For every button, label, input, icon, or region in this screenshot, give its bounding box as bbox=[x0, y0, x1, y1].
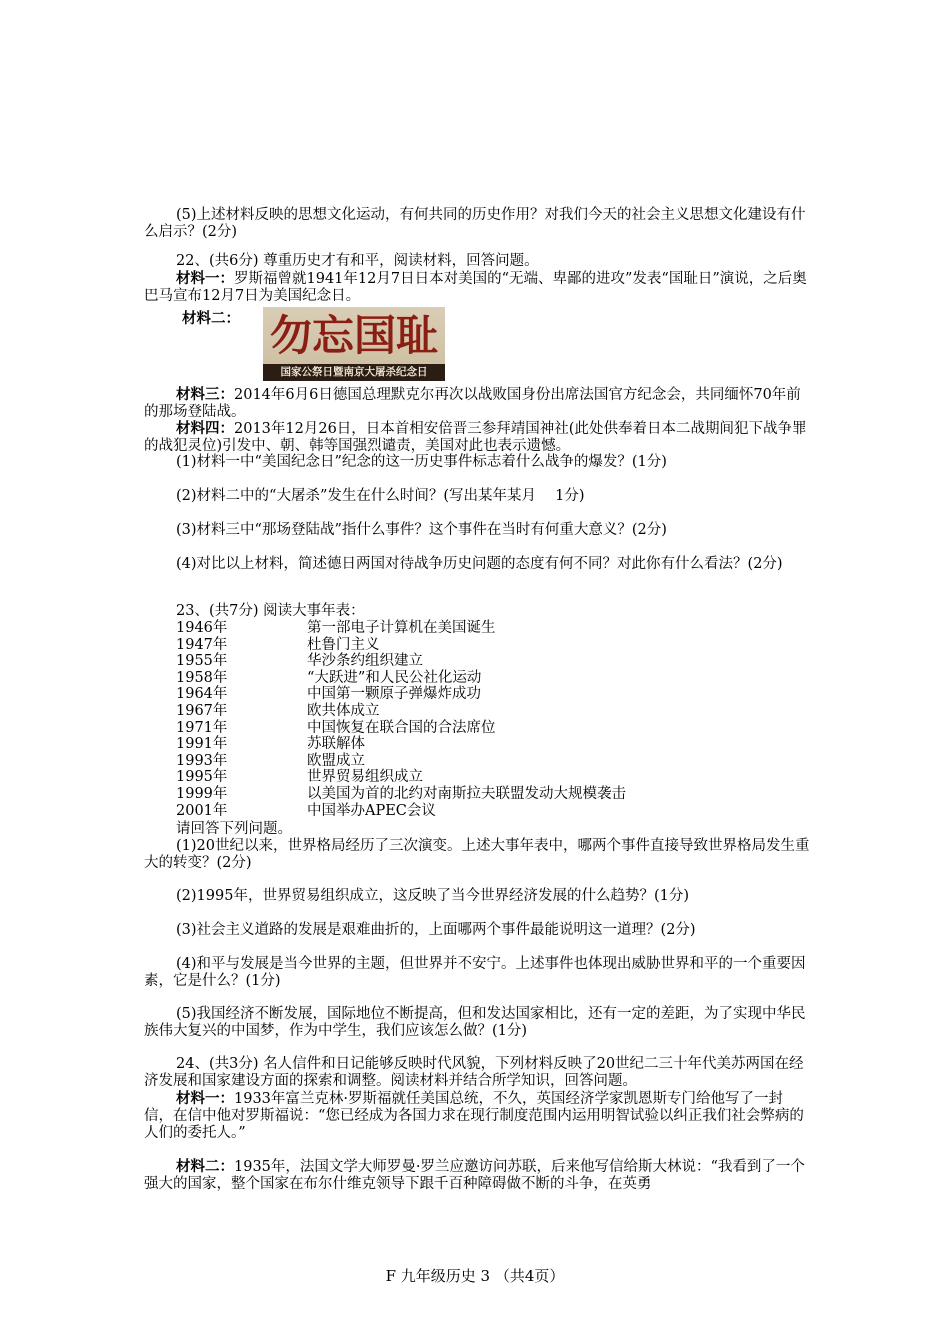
event-text: 中国第一颗原子弹爆炸成功 bbox=[307, 686, 481, 703]
event-year: 1991年 bbox=[176, 736, 228, 753]
q22-q4: (4)对比以上材料，简述德日两国对待战争历史问题的态度有何不同？对此你有什么看法？(2分) bbox=[176, 556, 783, 572]
table-row bbox=[176, 686, 626, 703]
event-text: 以美国为首的北约对南斯拉夫联盟发动大规模袭击 bbox=[307, 785, 626, 802]
event-text: 苏联解体 bbox=[307, 736, 365, 753]
q24-material-1 bbox=[144, 1090, 810, 1142]
q24-m2-text: 1935年，法国文学大师罗曼·罗兰应邀访问苏联，后来他写信给斯大林说：“我看到了一个强大的国家，整个国家在布尔什维克领导下跟千百种障碍做不断的斗争，在英勇 bbox=[144, 1159, 805, 1192]
q24-material-2 bbox=[144, 1158, 810, 1193]
events-timeline-table bbox=[176, 620, 626, 819]
banner-subtitle: 国家公祭日暨南京大屠杀纪念日 bbox=[263, 364, 445, 381]
q23-header: 23、(共7分) 阅读大事年表： bbox=[176, 603, 365, 619]
q24-header: 24、(共3分) 名人信件和日记能够反映时代风貌，下列材料反映了20世纪二三十年代美苏两国在经济发展和国家建设方面的探索和调整。阅读材料并结合所学知识，回答问题。 bbox=[144, 1056, 804, 1089]
q22-material-4 bbox=[144, 420, 810, 455]
event-year: 1947年 bbox=[176, 636, 228, 653]
q22-q3: (3)材料三中“那场登陆战”指什么事件？这个事件在当时有何重大意义？(2分) bbox=[176, 522, 667, 538]
q22-q2: (2)材料二中的“大屠杀”发生在什么时间？(写出某年某月 1分) bbox=[176, 488, 585, 504]
event-year: 1946年 bbox=[176, 620, 228, 636]
q24-m1-label: 材料一： bbox=[176, 1090, 234, 1107]
table-row bbox=[176, 736, 626, 753]
table-row bbox=[176, 637, 626, 654]
event-text: “大跃进”和人民公社化运动 bbox=[307, 669, 482, 686]
event-year: 1971年 bbox=[176, 719, 228, 736]
q22-m1-text: 罗斯福曾就1941年12月7日日本对美国的“无端、卑鄙的进攻”发表“国耻日”演说，之后奥巴马宣布12月7日为美国纪念日。 bbox=[144, 271, 807, 304]
q22-material-3 bbox=[144, 386, 810, 421]
q22-m4-label: 材料四： bbox=[176, 420, 234, 437]
q22-q1: (1)材料一中“美国纪念日”纪念的这一历史事件标志着什么战争的爆发？(1分) bbox=[176, 454, 667, 470]
event-year: 1964年 bbox=[176, 686, 228, 703]
table-row bbox=[176, 753, 626, 770]
event-year: 1967年 bbox=[176, 702, 228, 719]
q23-q3: (3)社会主义道路的发展是艰难曲折的，上面哪两个事件最能说明这一道理？(2分) bbox=[176, 922, 696, 938]
q22-m3-text: 2014年6月6日德国总理默克尔再次以战败国身份出席法国官方纪念会，共同缅怀70年前的那场登陆战。 bbox=[144, 387, 801, 420]
event-text: 第一部电子计算机在美国诞生 bbox=[307, 620, 496, 636]
q23-q2: (2)1995年，世界贸易组织成立，这反映了当今世界经济发展的什么趋势？(1分) bbox=[176, 888, 689, 904]
page-footer: F 九年级历史 3 （共4页） bbox=[385, 1267, 565, 1285]
event-year: 1993年 bbox=[176, 752, 228, 769]
q21-sub5: (5)上述材料反映的思想文化运动，有何共同的历史作用？对我们今天的社会主义思想文化建设有什么启示？(2分) bbox=[144, 207, 806, 240]
q23-q5: (5)我国经济不断发展，国际地位不断提高，但和发达国家相比，还有一定的差距，为了实现中华民族伟大复兴的中国梦，作为中学生，我们应该怎么做？(1分) bbox=[144, 1006, 806, 1039]
q23-prompt: 请回答下列问题。 bbox=[176, 821, 292, 837]
table-row bbox=[176, 620, 626, 637]
event-text: 中国恢复在联合国的合法席位 bbox=[307, 719, 496, 736]
table-row bbox=[176, 803, 626, 820]
event-text: 世界贸易组织成立 bbox=[307, 769, 423, 786]
banner-title: 勿忘国耻 bbox=[269, 311, 438, 360]
event-year: 1955年 bbox=[176, 653, 228, 670]
never-forget-banner-image bbox=[263, 307, 445, 381]
q22-material-1 bbox=[144, 270, 810, 305]
q23-q1: (1)20世纪以来，世界格局经历了三次演变。上述大事年表中，哪两个事件直接导致世界格局发生重大的转变？(2分) bbox=[144, 838, 810, 871]
event-text: 中国举办APEC会议 bbox=[307, 802, 436, 819]
event-year: 1995年 bbox=[176, 769, 228, 786]
table-row bbox=[176, 653, 626, 670]
event-text: 杜鲁门主义 bbox=[307, 636, 380, 653]
event-text: 欧盟成立 bbox=[307, 752, 365, 769]
q22-m2-label: 材料二： bbox=[182, 310, 240, 327]
table-row bbox=[176, 786, 626, 803]
table-row bbox=[176, 720, 626, 737]
q22-m4-text: 2013年12月26日，日本首相安倍晋三参拜靖国神社(此处供奉着日本二战期间犯下战争罪的战犯灵位)引发中、朝、韩等国强烈谴责，美国对此也表示遗憾。 bbox=[144, 421, 807, 454]
table-row bbox=[176, 703, 626, 720]
event-year: 2001年 bbox=[176, 802, 228, 819]
q22-header: 22、(共6分) 尊重历史才有和平，阅读材料，回答问题。 bbox=[176, 253, 539, 269]
table-row bbox=[176, 769, 626, 786]
event-year: 1999年 bbox=[176, 785, 228, 802]
q24-m2-label: 材料二： bbox=[176, 1158, 234, 1175]
q22-m3-label: 材料三： bbox=[176, 386, 234, 403]
q22-m1-label: 材料一： bbox=[176, 270, 234, 287]
event-text: 欧共体成立 bbox=[307, 702, 380, 719]
event-text: 华沙条约组织建立 bbox=[307, 653, 423, 670]
q24-m1-text: 1933年富兰克林·罗斯福就任美国总统，不久，英国经济学家凯恩斯专门给他写了一封信，在信中他对罗斯福说：“您已经成为各国力求在现行制度范围内运用明智试验以纠正我们社会弊病的人们的委托人。” bbox=[144, 1091, 804, 1141]
table-row bbox=[176, 670, 626, 687]
event-year: 1958年 bbox=[176, 669, 228, 686]
q23-q4: (4)和平与发展是当今世界的主题，但世界并不安宁。上述事件也体现出威胁世界和平的一个重要因素，它是什么？(1分) bbox=[144, 956, 806, 989]
